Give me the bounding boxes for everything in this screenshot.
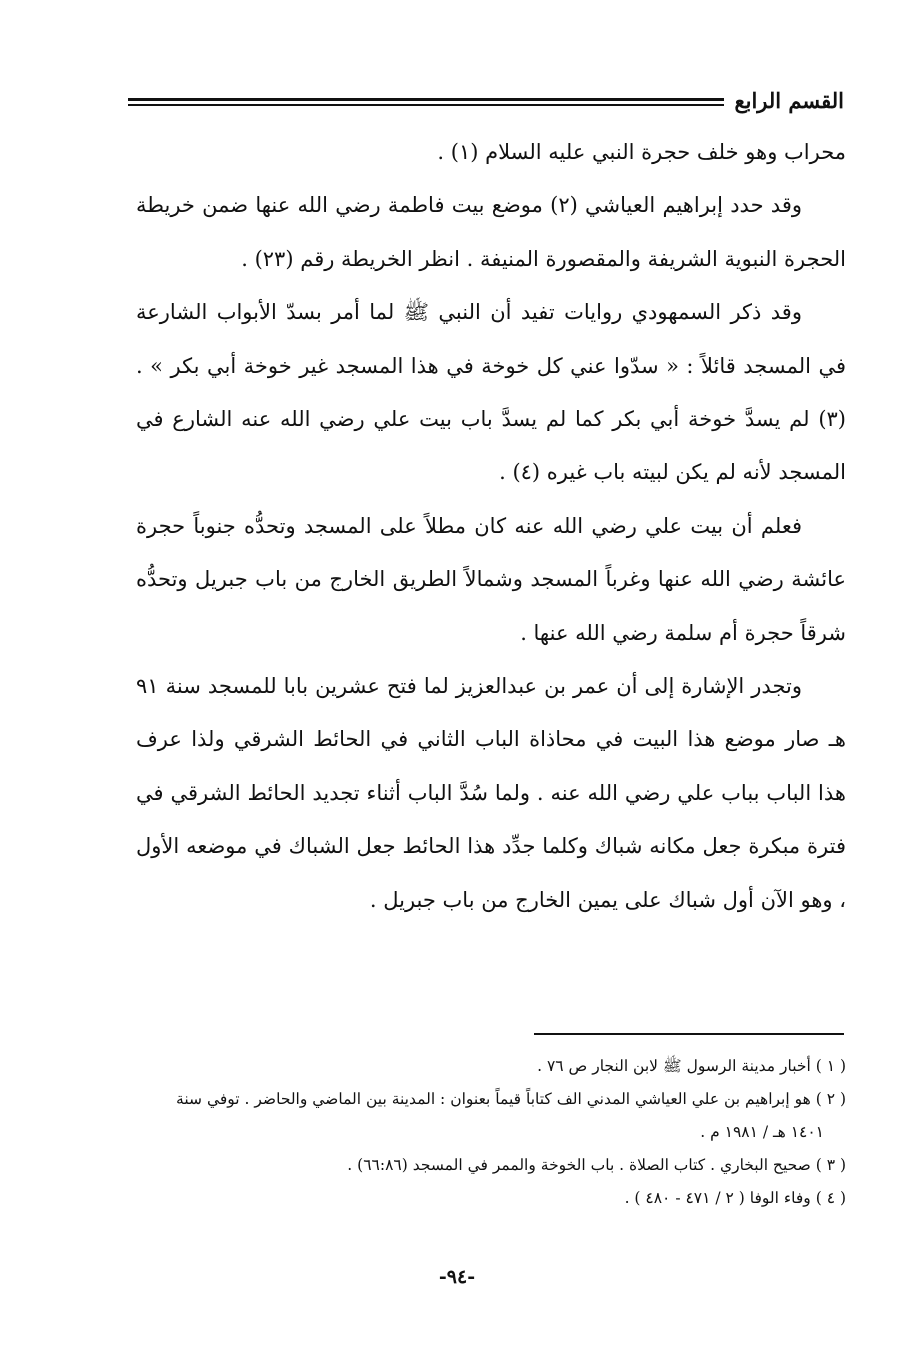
header-rule-secondary <box>128 104 724 106</box>
footnote: ( ١ ) أخبار مدينة الرسول ﷺ لابن النجار ص ٧٦ . <box>537 1057 846 1075</box>
footnote-continuation: ١٤٠١ هـ / ١٩٨١ م . <box>700 1123 824 1141</box>
paragraph: وتجدر الإشارة إلى أن عمر بن عبدالعزيز لما فتح عشرين بابا للمسجد سنة ٩١ هـ صار موضع هذا البيت في محاذاة الباب الثاني في الحائط الشرقي ولذا عرف هذا الباب بباب علي رضي الله عنه . ولما سُدَّ الباب أثناء تجديد الحائط الشرقي في فترة مبكرة جعل مكانه شباك وكلما جدِّد هذا الحائط جعل الشباك في موضعه الأول ، وهو الآن أول شباك على يمين الخارج من باب جبريل . <box>136 674 846 912</box>
footnote-separator <box>534 1033 844 1035</box>
paragraph: وقد ذكر السمهودي روايات تفيد أن النبي ﷺ لما أمر بسدّ الأبواب الشارعة في المسجد قائلاً : « سدّوا عني كل خوخة في هذا المسجد غير خوخة أبي بكر » . (٣) لم يسدَّ خوخة أبي بكر كما لم يسدَّ باب بيت علي رضي الله عنه الشارع في المسجد لأنه لم يكن لبيته باب غيره (٤) . <box>136 300 846 485</box>
footnotes <box>136 1050 846 1215</box>
paragraph: فعلم أن بيت علي رضي الله عنه كان مطلاً على المسجد وتحدُّه جنوباً حجرة عائشة رضي الله عنها وغرباً المسجد وشمالاً الطريق الخارج من باب جبريل وتحدُّه شرقاً حجرة أم سلمة رضي الله عنها . <box>136 513 846 645</box>
paragraph: محراب وهو خلف حجرة النبي عليه السلام (١) . <box>437 140 846 164</box>
body-text <box>136 126 846 927</box>
page-number: -٩٤- <box>438 1266 476 1288</box>
header-rule <box>128 98 724 101</box>
footnote: ( ٤ ) وفاء الوفا ( ٢ / ٤٧١ - ٤٨٠ ) . <box>624 1189 846 1207</box>
footnote: ( ٢ ) هو إبراهيم بن علي العياشي المدني الف كتاباً قيماً بعنوان : المدينة بين الماضي والحاضر . توفي سنة <box>176 1090 846 1108</box>
footnote: ( ٣ ) صحيح البخاري . كتاب الصلاة . باب الخوخة والممر في المسجد (٦٦:٨٦) . <box>347 1156 846 1174</box>
paragraph: وقد حدد إبراهيم العياشي (٢) موضع بيت فاطمة رضي الله عنها ضمن خريطة الحجرة النبوية الشريفة والمقصورة المنيفة . انظر الخريطة رقم (٢٣) . <box>136 193 846 271</box>
running-header <box>128 86 844 116</box>
section-title: القسم الرابع <box>734 88 844 113</box>
